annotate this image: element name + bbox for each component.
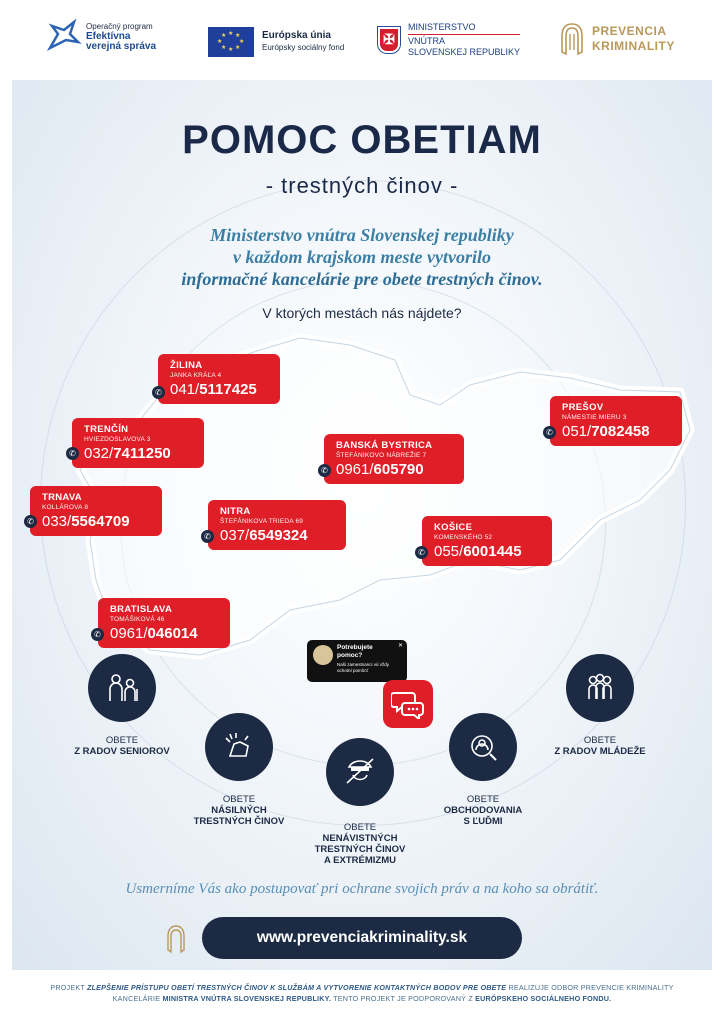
phone-number: 5117425 [199,381,257,398]
phone-number: 7411250 [113,445,171,462]
office-card-banska-bystrica [324,434,464,484]
page-subtitle: - trestných činov - [265,173,459,198]
intro-line3: informačné kancelárie pre obete trestných činov. [181,269,543,289]
victim-label-bottom: OBCHODOVANIA S ĽUĎMI [443,805,523,827]
footer-text [30,982,694,1004]
op-line1: Operačný program [86,22,153,31]
office-card-trencin [72,418,204,468]
footer-part: TENTO PROJEKT JE PODPOROVANÝ Z [333,994,473,1003]
victim-label-top: OBETE [222,794,256,805]
office-address: ŠTEFÁNIKOVO NÁBREŽIE 7 [336,452,427,459]
office-card-bratislava [98,598,230,648]
phone-prefix: 055/ [434,543,464,560]
phone-number: 046014 [147,625,198,642]
phone-prefix: 041/ [170,381,200,398]
victim-label-top: OBETE [466,794,500,805]
office-card-kosice [422,516,552,566]
phone-icon: ✆ [318,464,331,477]
min-line3: SLOVENSKEJ REPUBLIKY [408,47,521,57]
office-city: TRENČÍN [84,424,129,435]
phone-icon: ✆ [415,546,428,559]
office-address: KOMENSKÉHO 52 [434,534,493,541]
tagline: Usmerníme Vás ako postupovať pri ochrane svojich práv a na koho sa obrátiť. [125,881,599,897]
close-icon[interactable]: ✕ [397,643,403,649]
phone-prefix: 0961/ [336,461,374,478]
footer-fund: EURÓPSKEHO SOCIÁLNEHO FONDU. [475,994,612,1003]
op-line3: verejná správa [86,41,157,52]
office-phone[interactable] [434,543,542,560]
office-city: BANSKÁ BYSTRICA [336,440,433,451]
chat-popup[interactable] [307,640,407,682]
chat-title: Potrebujete pomoc? [337,644,373,659]
locations-question: V ktorých mestách nás nájdete? [262,305,462,321]
office-address: HVIEZDOSLAVOVA 3 [84,436,151,443]
intro-line1: Ministerstvo vnútra Slovenskej republiky [210,225,514,245]
office-address: JANKA KRÁĽA 4 [170,372,222,379]
fingerprint-icon [167,924,185,954]
office-card-nitra [208,500,346,550]
violence-icon [205,713,273,781]
victim-label-extremism [296,822,424,866]
chat-bubbles-icon [391,689,425,719]
phone-icon: ✆ [91,628,104,641]
victim-label-violence [176,794,302,827]
victim-label-bottom: NÁSILNÝCH TRESTNÝCH ČINOV [193,805,285,827]
phone-icon: ✆ [543,426,556,439]
victim-label-bottom: NENÁVISTNÝCH TRESTNÝCH ČINOV A EXTRÉMIZMU [314,833,406,866]
prev-line2: KRIMINALITY [592,39,675,53]
phone-icon: ✆ [24,515,37,528]
phone-icon: ✆ [201,530,214,543]
chat-button[interactable] [383,680,433,728]
phone-prefix: 032/ [84,445,114,462]
office-address: TOMÁŠIKOVÁ 46 [110,616,165,623]
victim-label-top: OBETE [583,735,617,746]
victim-label-trafficking [418,794,548,827]
office-city: BRATISLAVA [110,604,173,615]
phone-icon: ✆ [152,386,165,399]
office-phone[interactable] [170,381,270,398]
phone-prefix: 0961/ [110,625,148,642]
footer-project-name: ZLEPŠENIE PRÍSTUPU OBETÍ TRESTNÝCH ČINOV K SLUŽBÁM A VYTVORENIE KONTAKTNÝCH BODOV PRE OBETE [86,983,507,992]
office-city: NITRA [220,506,251,517]
office-address: ŠTEFÁNIKOVA TRIEDA 69 [220,518,304,525]
footer-part: REALIZUJE ODBOR PREVENCIE KRIMINALITY KANCELÁRIE [112,983,674,1003]
phone-prefix: 051/ [562,423,592,440]
victim-label-bottom: Z RADOV MLÁDEŽE [554,746,646,757]
footer-part: PROJEKT [50,983,85,992]
office-address: NÁMESTIE MIERU 3 [562,414,627,421]
phone-prefix: 037/ [220,527,250,544]
office-phone[interactable] [220,527,336,544]
min-line1: MINISTERSTVO [408,22,520,35]
victim-label-top: OBETE [343,822,377,833]
extremism-icon [326,738,394,806]
seniors-icon [88,654,156,722]
youth-icon [566,654,634,722]
trafficking-icon [449,713,517,781]
office-phone[interactable] [562,423,672,440]
office-city: KOŠICE [434,522,473,533]
office-address: KOLLÁROVA 8 [42,504,89,511]
victim-label-top: OBETE [105,735,139,746]
phone-number: 7082458 [591,423,650,440]
prev-line1: PREVENCIA [592,24,667,38]
phone-number: 6001445 [463,543,522,560]
office-city: ŽILINA [170,360,203,371]
office-city: TRNAVA [42,492,82,503]
victim-label-bottom: Z RADOV SENIOROV [74,746,170,757]
phone-number: 605790 [373,461,424,478]
slovak-coat-of-arms-icon: ✠ [378,27,400,53]
intro-text [0,224,724,290]
min-line2: VNÚTRA [408,36,446,46]
office-card-presov [550,396,682,446]
intro-line2: v každom krajskom meste vytvorilo [233,247,491,267]
office-card-trnava [30,486,162,536]
victim-label-youth [536,735,664,757]
office-phone[interactable] [42,513,152,530]
page-title: POMOC OBETIAM [182,118,542,162]
avatar [313,645,333,665]
phone-prefix: 033/ [42,513,72,530]
office-phone[interactable] [336,461,454,478]
office-phone[interactable] [84,445,194,462]
op-line2: Efektívna [86,31,131,42]
office-city: PREŠOV [562,402,604,413]
eu-flag-icon: ★ ★ ★ ★ ★ ★ ★ ★ [208,27,254,57]
eu-line2: Európsky sociálny fond [262,43,345,52]
office-card-zilina [158,354,280,404]
office-phone[interactable] [110,625,220,642]
chat-text: Naši zamestnanci vú vždy ochotní pomôcť [337,662,390,673]
eu-line1: Európska únia [262,30,331,41]
phone-icon: ✆ [66,447,79,460]
phone-number: 6549324 [249,527,308,544]
footer-ministry: MINISTRA VNÚTRA SLOVENSKEJ REPUBLIKY. [162,994,332,1003]
phone-number: 5564709 [71,513,130,530]
website-link[interactable]: www.prevenciakriminality.sk [202,917,522,959]
victim-label-seniors [58,735,186,757]
